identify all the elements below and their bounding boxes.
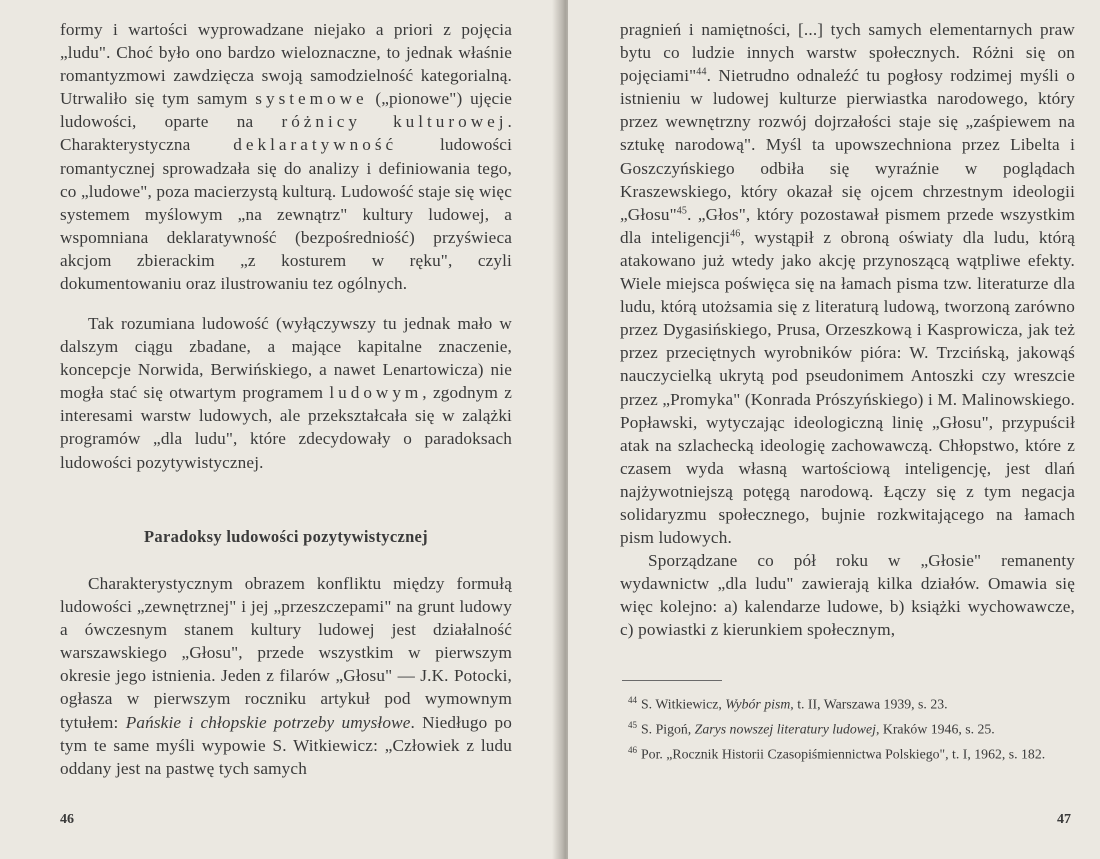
- text-run: , Kraków 1946, s. 25.: [875, 721, 995, 737]
- footnote: [620, 690, 1075, 715]
- right-paragraph-2: Sporządzane co pół roku w „Głosie" remanenty wydawnictw „dla ludu" zawierają kilka działów. Omawia się więc kolejno: a) kalendarze ludowe, b) książki wychowawcze, c) powiastki z kierunkiem społecznym,: [620, 551, 1075, 640]
- spaced-term: systemowe: [255, 89, 368, 109]
- text-run: Por. „Rocznik Historii Czasopiśmiennictwa Polskiego", t. I, 1962, s. 182.: [641, 746, 1046, 762]
- text-run: , wystąpił z obroną oświaty dla ludu, którą atakowano już wtedy jako akcję przynoszącą wątpliwe efekty. Wiele miejsca poświęca się na łamach pisma tzw. literaturze dla ludu, którą utożsamia się z literaturą ludową, tworzoną zarówno przez Dygasińskiego, Prusa, Orzeszkową i Kasprowicza, jak też przez przeciętnych wyrobników pióra: W. Trzcińską, jakowąś nauczycielką ukrytą pod pseudonimem Antoszki czy wreszcie przez „Promyka" (Konrada Prószyńskiego) i M. Malinowskiego. Popławski, wytyczając ideologiczną linię „Głosu", przypuścił atak na szlachecką ideologię zachowawczą. Chłopstwo, które z czasem wyda własną wartościową inteligencję, jest dlań najżywotniejszą potęgą narodową. Łączy się z tym negacja solidaryzmu społecznego, bujnie rozkwitającego na łamach pism ludowych.: [620, 227, 1076, 548]
- spaced-term: różnicy kulturowej: [281, 112, 508, 132]
- footnote-separator: [622, 680, 722, 681]
- text-run: . Nietrudno odnaleźć tu pogłosy rodzimej myśli o istnieniu w ludowej kulturze pierwiastka narodowego, który przez wewnętrzny rozwój dojrzałości staje się „zaśpiewem na sztukę narodową". Myśl ta upowszechniona przez Libelta i Goszczyńskiego odbiła się wyraźnie w poglądach Kraszewskiego, który okazał się ojcem chrzestnym ideologii „Głosu": [620, 66, 1075, 224]
- footnote-ref: 44: [696, 66, 707, 78]
- text-run: . „Głos", który pozostawał pismem przede wszystkim dla inteligencji: [620, 204, 1075, 247]
- italic-title: Wybór pism: [725, 696, 791, 712]
- section-heading: Paradoksy ludowości pozytywistycznej: [144, 527, 428, 546]
- text-run: formy i wartości wyprowadzane niejako a priori z pojęcia „ludu". Choć było ono bardzo wieloznaczne, to jednak właśnie romantyzmowi zawdzięcza swoją samodzielność kategorialną. Utrwaliło się tym samym: [60, 20, 512, 109]
- text-run: S. Witkiewicz,: [641, 696, 726, 712]
- text-run: ludowości romantycznej sprowadzała się do analizy i definiowania tego, co „ludowe", poza macierzystą kulturą. Ludowość staje się więc systemem myślowym „na zewnątrz" kultury ludowej, a wspomniana deklaratywność (bezpośredniość) przyświeca akcjom zbierackim „z kosturem w ręku", czyli dokumentowaniu oraz ilustrowaniu tez ogólnych.: [60, 135, 513, 294]
- footnotes: [620, 690, 1075, 764]
- text-run: S. Pigoń,: [641, 721, 695, 737]
- text-run: Charakterystycznym obrazem konfliktu między formułą ludowości „zewnętrznej" i jej „przeszczepami" na grunt ludowy a ówczesnym stanem kultury ludowej jest działalność warszawskiego „Głosu", przede wszystkim w pierwszym okresie jego istnienia. Jeden z filarów „Głosu" — J.K. Potocki, ogłasza w pierwszym roczniku artykuł pod wymownym tytułem:: [60, 574, 512, 732]
- text-run: . Niedługo po tym te same myśli wypowie S. Witkiewicz: „Człowiek z ludu oddany jest na pastwę tych samych: [60, 712, 512, 778]
- text-run: pragnień i namiętności, [...] tych samych elementarnych praw bytu co ludzie innych warstw społecznych. Różni się on pojęciami": [620, 20, 1075, 86]
- page-number: 47: [1057, 812, 1071, 827]
- page-number: 46: [60, 812, 74, 827]
- footnote-number: 44: [628, 695, 637, 705]
- footnote-number: 45: [628, 719, 637, 730]
- text-run: . Charakterystyczna: [60, 112, 512, 155]
- spaced-term: ludowym: [329, 383, 423, 403]
- right-paragraph-1: [620, 18, 1075, 642]
- italic-title: Zarys nowszej literatury ludowej: [694, 721, 876, 737]
- footnote: [620, 715, 1075, 740]
- spaced-term: deklaratywność: [233, 135, 398, 155]
- footnote: [620, 740, 1075, 765]
- text-run: , t. II, Warszawa 1939, s. 23.: [790, 696, 948, 712]
- footnote-ref: 45: [676, 205, 688, 217]
- left-paragraph-2: [60, 312, 512, 474]
- text-run: , zgodnym z interesami warstw ludowych, ale przekształcała się w zalążki programów „dla ludu", które zdecydowały o paradoksach ludowości pozytywistycznej.: [60, 383, 512, 472]
- footnote-ref: 46: [730, 228, 741, 240]
- text-run: („pionowe") ujęcie ludowości, oparte na: [60, 89, 512, 132]
- text-run: Tak rozumiana ludowość (wyłączywszy tu jednak mało w dalszym ciągu zbadane, a mające kapitalne znaczenie, koncepcje Norwida, Berwińskiego, a nawet Lenartowicza) nie mogła stać się otwartym programem: [60, 314, 512, 403]
- left-paragraph-1: [60, 18, 512, 295]
- italic-title: Pańskie i chłopskie potrzeby umysłowe: [125, 712, 411, 732]
- footnote-number: 46: [628, 744, 637, 755]
- left-paragraph-3: [60, 572, 512, 780]
